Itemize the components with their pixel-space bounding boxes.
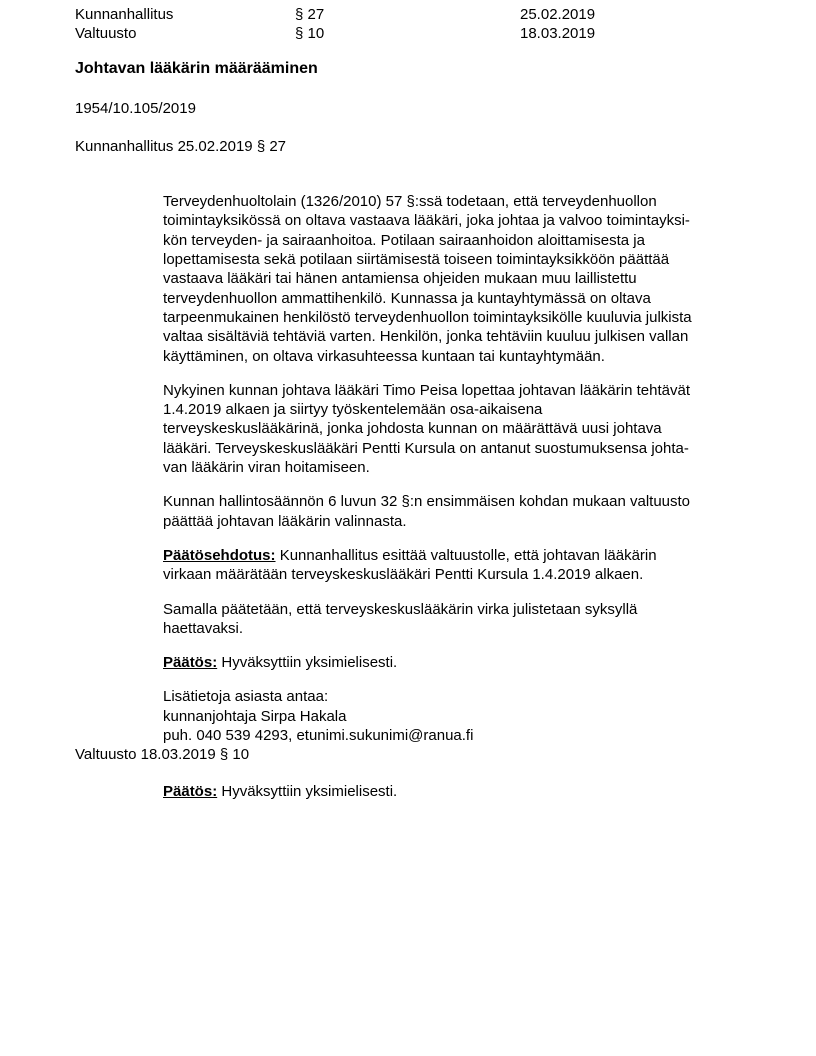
document-header <box>75 5 816 44</box>
decision-label: Päätös: <box>163 782 218 800</box>
text-line: päättää johtavan lääkärin valinnasta. <box>163 512 407 530</box>
text-line: lääkäri. Terveyskeskuslääkäri Pentti Kursula on antanut suostumuksensa johta- <box>163 439 689 457</box>
decision-proposal-text: Kunnanhallitus esittää valtuustolle, että johtavan lääkärin <box>279 546 657 564</box>
text-line: käyttäminen, on oltava virkasuhteessa kuntaan tai kuntayhtymään. <box>163 347 605 365</box>
text-line <box>163 782 743 801</box>
text-line: lopettamisesta sekä potilaan siirtämisestä toiseen toimintayksikköön päättää <box>163 251 670 269</box>
section-heading-kunnanhallitus: Kunnanhallitus 25.02.2019 § 27 <box>75 137 287 155</box>
text-line: toimintayksikössä on oltava vastaava lääkäri, joka johtaa ja valvoo toimintayksi- <box>163 212 690 230</box>
header-org-name: Valtuusto <box>75 25 137 43</box>
paragraph-valtuusto-decision <box>163 782 743 801</box>
header-section-number: § 27 <box>295 6 325 23</box>
text-line: kunnanjohtaja Sirpa Hakala <box>163 707 347 725</box>
paragraph-contact-info <box>163 687 743 745</box>
paragraph-administrative-rule <box>163 492 743 531</box>
decision-label: Päätös: <box>163 654 218 672</box>
body-text-block <box>163 782 743 801</box>
decision-proposal-label: Päätösehdotus: <box>163 546 276 564</box>
section-heading-valtuusto: Valtuusto 18.03.2019 § 10 <box>75 746 250 764</box>
text-line: Lisätietoja asiasta antaa: <box>163 688 329 706</box>
text-line: Kunnan hallintosäännön 6 luvun 32 §:n ensimmäisen kohdan mukaan valtuusto <box>163 493 691 511</box>
text-line: vastaava lääkäri tai hänen antamiensa ohjeiden mukaan muu laillistettu <box>163 270 637 288</box>
body-text-block <box>163 192 743 745</box>
page-title: Johtavan lääkärin määrääminen <box>75 59 318 77</box>
case-number: 1954/10.105/2019 <box>75 99 196 117</box>
header-section-number: § 10 <box>295 25 325 43</box>
text-line: virkaan määrätään terveyskeskuslääkäri Pentti Kursula 1.4.2019 alkaen. <box>163 566 644 584</box>
text-line: tarpeenmukainen henkilöstö terveydenhuollon toimintayksikölle kuuluvia julkista <box>163 308 692 326</box>
text-line: kön terveyden- ja sairaanhoitoa. Potilaan sairaanhoidon aloittamisesta ja <box>163 231 645 249</box>
paragraph-decision-proposal <box>163 546 743 585</box>
text-line: valtaa sisältäviä tehtäviä varten. Henkilön, jonka tehtäviin kuuluu julkisen vallan <box>163 328 689 346</box>
text-line: Nykyinen kunnan johtava lääkäri Timo Peisa lopettaa johtavan lääkärin tehtävät <box>163 381 690 399</box>
text-line <box>163 546 743 565</box>
paragraph-current-doctor <box>163 381 743 477</box>
text-line: 1.4.2019 alkaen ja siirtyy työskentelemään osa-aikaisena <box>163 401 543 419</box>
text-line <box>163 653 743 672</box>
text-line: terveydenhuollon ammattihenkilö. Kunnassa ja kuntayhtymässä on oltava <box>163 289 651 307</box>
paragraph-additional-decision <box>163 600 743 639</box>
contact-phone-email: puh. 040 539 4293, etunimi.sukunimi@ranua.fi <box>163 727 474 745</box>
text-line: van lääkärin viran hoitamiseen. <box>163 459 370 477</box>
text-line: haettavaksi. <box>163 619 244 637</box>
header-row-kunnanhallitus <box>75 5 816 24</box>
text-line: Samalla päätetään, että terveyskeskuslääkärin virka julistetaan syksyllä <box>163 600 638 618</box>
paragraph-kh-decision <box>163 653 743 672</box>
header-row-valtuusto <box>75 24 816 43</box>
text-line: terveyskeskuslääkärinä, jonka johdosta kunnan on määrättävä uusi johtava <box>163 420 662 438</box>
text-line: Terveydenhuoltolain (1326/2010) 57 §:ssä todetaan, että terveydenhuollon <box>163 193 657 211</box>
decision-text: Hyväksyttiin yksimielisesti. <box>221 782 398 800</box>
decision-text: Hyväksyttiin yksimielisesti. <box>221 654 398 672</box>
paragraph-law-reference <box>163 192 743 366</box>
header-date: 25.02.2019 <box>520 6 596 23</box>
header-org-name: Kunnanhallitus <box>75 6 174 23</box>
header-date: 18.03.2019 <box>520 25 596 43</box>
